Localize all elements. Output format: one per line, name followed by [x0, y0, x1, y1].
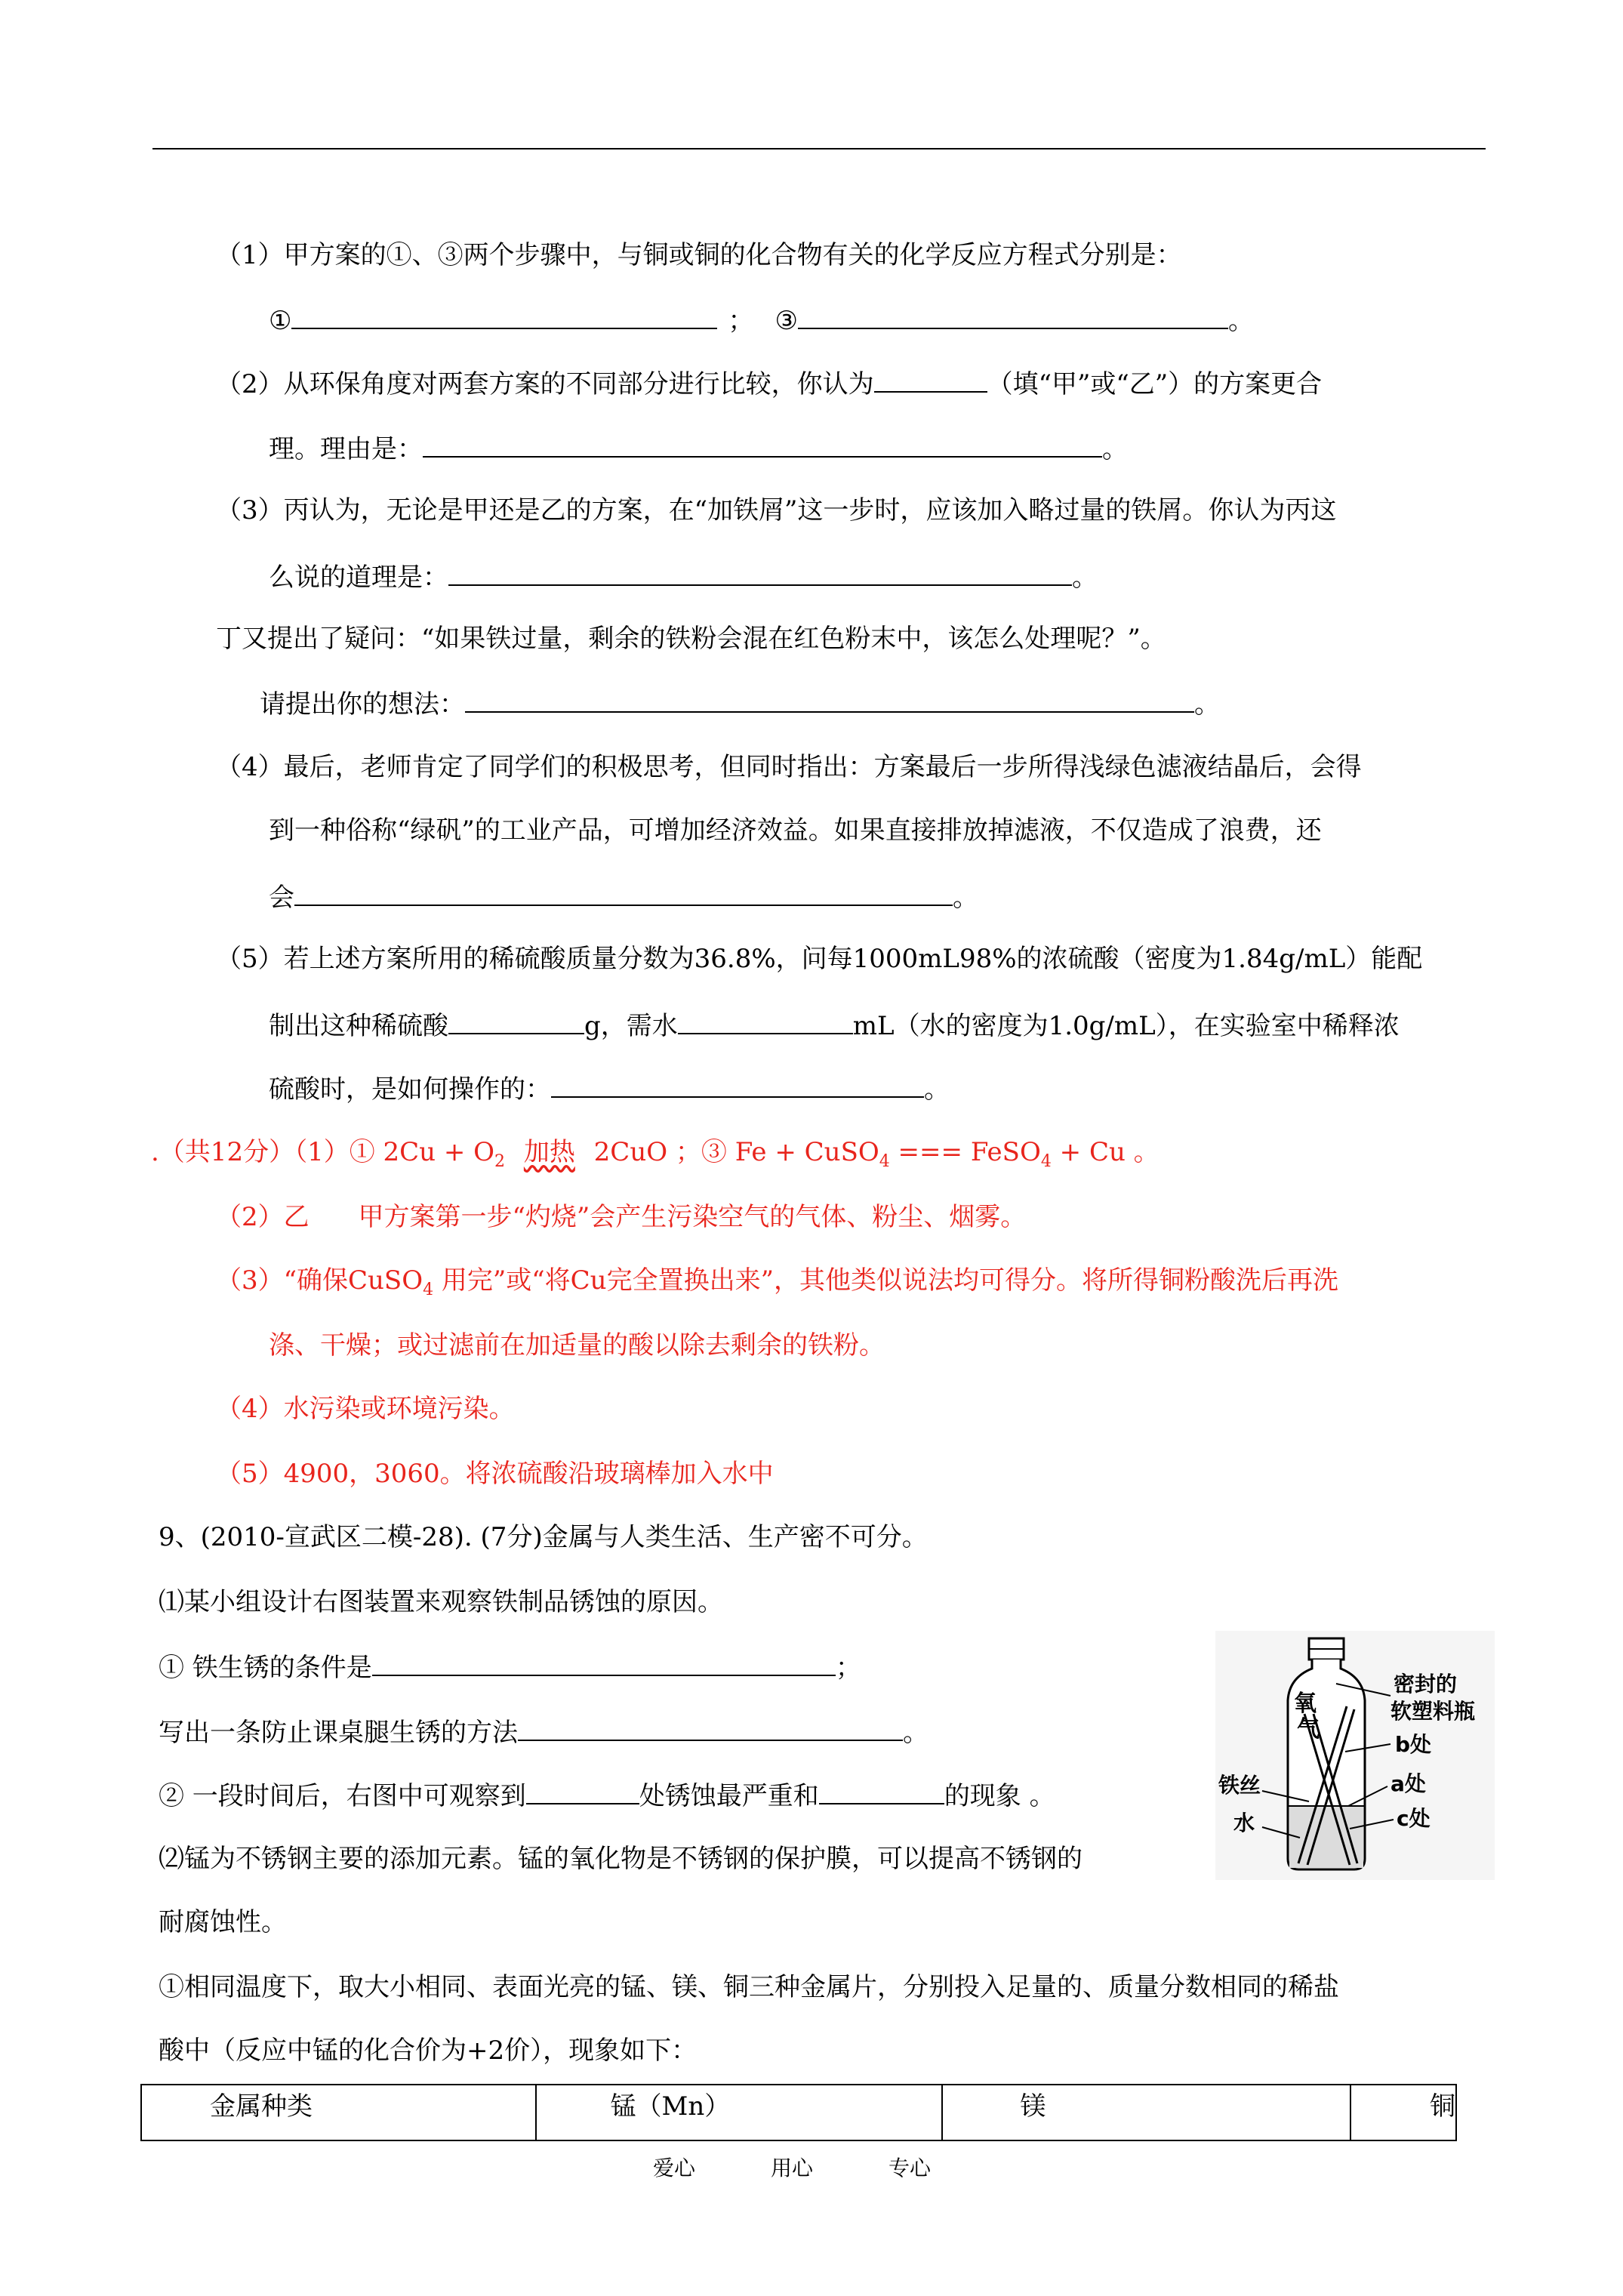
footer-c: 专心 — [888, 2156, 932, 2180]
answer-3-sub: 4 — [423, 1280, 434, 1299]
q5-op-label: 硫酸时，是如何操作的： — [269, 1074, 551, 1105]
answer-1-sub1: 4 — [879, 1151, 890, 1171]
q5-label-b: g，需水 — [584, 1011, 678, 1041]
answer-5: （5）4900，3060。将浓硫酸沿玻璃棒加入水中 — [216, 1459, 774, 1489]
label-a: a处 — [1390, 1771, 1426, 1796]
q4-end: 。 — [953, 883, 978, 913]
answer-3-line2: 涤、干燥；或过滤前在加适量的酸以除去剩余的铁粉。 — [269, 1330, 885, 1361]
q4-prefix: 会 — [269, 883, 294, 913]
q9-c3-c: 的现象 。 — [944, 1781, 1055, 1811]
q9-c3-a: ② 一段时间后，右图中可观察到 — [159, 1781, 526, 1811]
q9-c3-b: 处锈蚀最严重和 — [639, 1781, 819, 1811]
q4-line2: 到一种俗称“绿矾”的工业产品，可增加经济效益。如果直接排放掉滤液，不仅造成了浪费，还 — [269, 815, 1322, 846]
q5-blank-mass[interactable] — [448, 1007, 584, 1034]
table-row — [141, 2085, 1456, 2140]
q5-end: 。 — [924, 1074, 950, 1105]
footer-a: 爱心 — [653, 2156, 696, 2180]
q3-line1: （3）丙认为，无论是甲还是乙的方案，在“加铁屑”这一步时，应该加入略过量的铁屑。你认为丙这 — [216, 495, 1337, 525]
q2-blank-reason[interactable] — [423, 430, 1102, 458]
q1-mark3: ③ — [775, 306, 798, 336]
q5-blank-op[interactable] — [551, 1071, 924, 1098]
page-footer — [653, 2152, 1006, 2182]
q9-c2-end: 。 — [903, 1718, 929, 1748]
q2-blank-choice[interactable] — [874, 365, 987, 393]
label-c: c处 — [1397, 1806, 1431, 1831]
q9-p3b: 酸中（反应中锰的化合价为+2价），现象如下： — [159, 2036, 698, 2066]
table-header-cell: 金属种类 — [141, 2085, 536, 2140]
answer-1-head: .（共12分）（1）① 2Cu + O — [151, 1137, 495, 1167]
q5-label-a: 制出这种稀硫酸 — [269, 1011, 448, 1041]
q9-c3 — [159, 1777, 1055, 1813]
table-header-cell: 锰（Mn） — [536, 2085, 943, 2140]
answer-1-o2-sub: 2 — [494, 1151, 506, 1171]
q9-p2a: ⑵锰为不锈钢主要的添加元素。锰的氧化物是不锈钢的保护膜，可以提高不锈钢的 — [159, 1844, 1083, 1874]
q9-blank-rust-condition[interactable] — [372, 1649, 836, 1676]
q2-post: （填“甲”或“乙”）的方案更合 — [987, 369, 1323, 399]
q3-blank-reason[interactable] — [448, 559, 1072, 586]
q4-line1: （4）最后，老师肯定了同学们的积极思考，但同时指出：方案最后一步所得浅绿色滤液结晶后，会得 — [216, 752, 1362, 782]
answer-1 — [151, 1136, 1160, 1179]
q1-sep: ； — [728, 306, 754, 336]
q2-reason-label: 理。理由是： — [269, 434, 423, 464]
q1-answer-line — [269, 302, 1254, 337]
q2-end: 。 — [1102, 434, 1128, 464]
q4-line3 — [269, 879, 978, 914]
answer-3-b: 用完”或“将Cu完全置换出来”，其他类似说法均可得分。将所得铜粉酸洗后再洗 — [433, 1265, 1338, 1296]
q5-line2 — [269, 1007, 1400, 1043]
q1-end: 。 — [1227, 306, 1254, 336]
q1-text: （1）甲方案的①、③两个步骤中，与铜或铜的化合物有关的化学反应方程式分别是： — [216, 240, 1182, 270]
bottle-diagram — [1215, 1631, 1495, 1880]
q3-reason-label: 么说的道理是： — [269, 562, 448, 593]
q2-line2 — [269, 430, 1128, 466]
footer-b: 用心 — [771, 2156, 814, 2180]
table-header-cell: 铜 — [1350, 2085, 1456, 2140]
q9-blank-location[interactable] — [526, 1777, 639, 1804]
q1-blank-1[interactable] — [291, 302, 717, 329]
q9-title: 9、(2010-宣武区二模-28). (7分)金属与人类生活、生产密不可分。 — [159, 1522, 928, 1552]
q9-c1-end: ； — [835, 1653, 861, 1683]
q1-mark1: ① — [269, 306, 292, 336]
q2-pre: （2）从环保角度对两套方案的不同部分进行比较，你认为 — [216, 369, 874, 399]
q5-label-c: mL（水的密度为1.0g/mL），在实验室中稀释浓 — [852, 1011, 1400, 1041]
answer-2: （2）乙 甲方案第一步“灼烧”会产生污染空气的气体、粉尘、烟雾。 — [216, 1202, 1027, 1232]
q9-p2b: 耐腐蚀性。 — [159, 1907, 287, 1937]
q9-blank-phenomenon[interactable] — [819, 1777, 944, 1804]
q5-line1: （5）若上述方案所用的稀硫酸质量分数为36.8%，问每1000mL98%的浓硫酸（密度为1.84g/mL）能配 — [216, 944, 1423, 974]
answer-1-eq: === FeSO — [889, 1137, 1041, 1167]
q9-blank-prevent[interactable] — [518, 1714, 903, 1741]
label-seal2: 软塑料瓶 — [1390, 1699, 1476, 1724]
answer-1-tail: + Cu 。 — [1051, 1137, 1160, 1167]
q5-line3 — [269, 1071, 950, 1106]
rust-experiment-figure — [1215, 1631, 1495, 1880]
q9-c1 — [159, 1649, 861, 1684]
answer-1-mid: 2CuO ；③ Fe + CuSO — [593, 1137, 879, 1167]
answer-3-a: （3）“确保CuSO — [216, 1265, 423, 1296]
q9-c1-label: ① 铁生锈的条件是 — [159, 1653, 372, 1683]
q9-c2-label: 写出一条防止课桌腿生锈的方法 — [159, 1718, 518, 1748]
label-water: 水 — [1233, 1811, 1255, 1835]
header-rule — [152, 148, 1486, 149]
q4-blank[interactable] — [294, 879, 953, 906]
q3-blank-idea[interactable] — [465, 686, 1194, 713]
label-wire: 铁丝 — [1218, 1773, 1261, 1798]
q2-line1 — [216, 365, 1322, 401]
q3-idea-end: 。 — [1194, 689, 1220, 720]
metal-table — [140, 2084, 1457, 2141]
q3-idea-line — [260, 686, 1220, 721]
q3-idea-label: 请提出你的想法： — [260, 689, 465, 720]
label-b: b处 — [1395, 1732, 1432, 1757]
q1-blank-3[interactable] — [798, 302, 1228, 329]
q9-c2 — [159, 1714, 929, 1749]
answer-1-sub2: 4 — [1040, 1151, 1052, 1171]
answer-4: （4）水污染或环境污染。 — [216, 1394, 515, 1424]
q9-p3a: ①相同温度下，取大小相同、表面光亮的锰、镁、铜三种金属片，分别投入足量的、质量分数相同的稀盐 — [159, 1972, 1339, 2002]
label-seal1: 密封的 — [1394, 1672, 1458, 1697]
label-gas: 氧 — [1294, 1690, 1317, 1717]
q3-line2 — [269, 559, 1098, 594]
answer-3-line1 — [216, 1264, 1338, 1307]
q3-ding: 丁又提出了疑问：“如果铁过量，剩余的铁粉会混在红色粉末中，该怎么处理呢？”。 — [216, 624, 1166, 654]
q3-end: 。 — [1072, 562, 1098, 593]
answer-1-heat: 加热 — [523, 1137, 575, 1167]
label-gas2: 气 — [1297, 1716, 1320, 1743]
q9-p1: ⑴某小组设计右图装置来观察铁制品锈蚀的原因。 — [159, 1587, 723, 1617]
table-header-cell: 镁 — [942, 2085, 1350, 2140]
q5-blank-water[interactable] — [678, 1007, 853, 1034]
